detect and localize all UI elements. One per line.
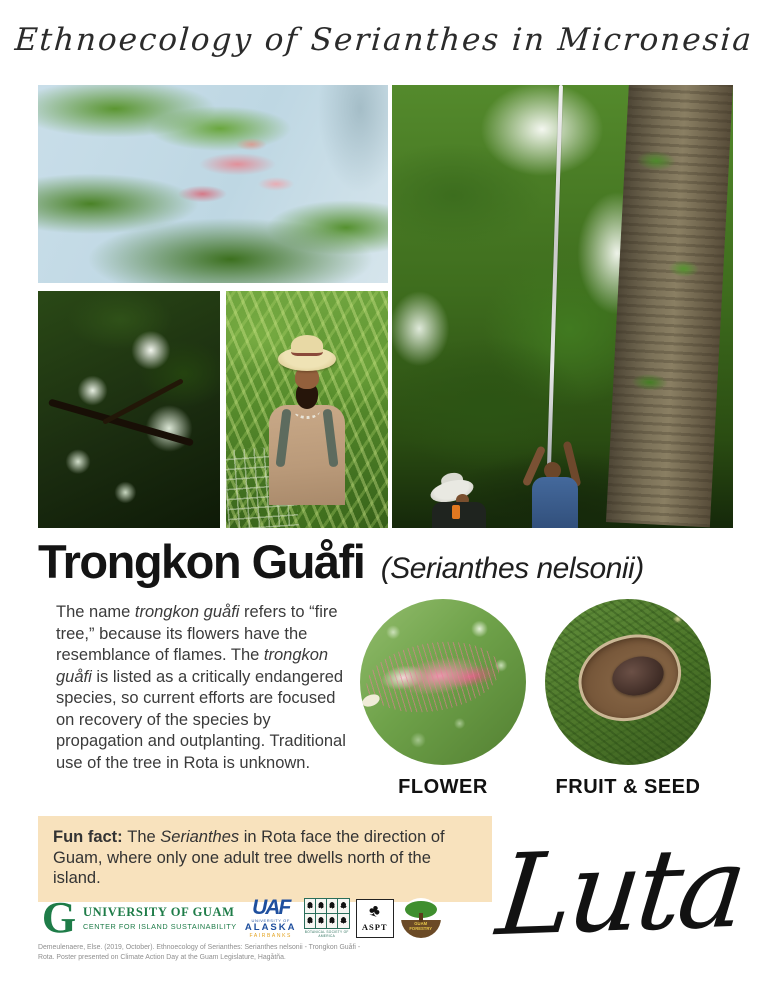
straw-hat-crown-shape [291, 335, 323, 356]
text-run: The [127, 828, 161, 846]
pole-sampling-photo [392, 85, 733, 528]
text-run: trongkon guåfi [56, 646, 329, 686]
sampling-pole-shape [546, 85, 563, 487]
uaf-university-of: UNIVERSITY OF [251, 918, 290, 924]
person-blue-shirt-shape [532, 477, 578, 528]
citation-text: Demeulenaere, Else. (2019, October). Ethnoecology of Serianthes: Serianthes nelsonii - Trongkon Guåfi - Rota. Poster presented on Climate Action Day at the Guam Legislature, Hagåtña. [38, 944, 361, 962]
flower-photo-circle [360, 599, 526, 765]
uaf-logo [245, 897, 297, 939]
text-run: Fun fact: [53, 828, 128, 846]
researcher-photo [226, 291, 388, 528]
aspt-label: ASPT [361, 921, 388, 932]
botanical-society-caption: BOTANICAL SOCIETY OF AMERICA [304, 930, 349, 938]
plant-icon-cell [316, 914, 326, 928]
botanical-society-logo [304, 898, 350, 938]
tree-branch-shape [48, 398, 194, 446]
text-run: trongkon guåfi [134, 603, 240, 621]
forest-canopy-photo [38, 291, 220, 528]
text-run: Serianthes [160, 828, 240, 846]
guam-forestry-logo [401, 898, 441, 938]
partner-logo-row [40, 893, 441, 942]
species-title-row [38, 534, 748, 589]
fun-fact-box [38, 816, 492, 902]
fruit-seed-label: FRUIT & SEED [555, 776, 701, 798]
orange-strap-shape [452, 505, 460, 519]
uaf-fairbanks: FAIRBANKS [249, 932, 292, 939]
plant-icon-cell [305, 914, 315, 928]
text-run: The name [56, 603, 135, 621]
flowers-branch-photo [38, 85, 388, 283]
tree-trunk-shape [606, 85, 733, 527]
tree-branch-shape [102, 378, 184, 425]
species-description [56, 602, 354, 774]
uaf-acronym: UAF [252, 896, 290, 920]
island-script-name: Luta [491, 822, 749, 962]
flower-label: FLOWER [398, 776, 488, 798]
plant-icon-cell [305, 899, 315, 913]
plant-icon-cell [316, 899, 326, 913]
text-run: in Rota face the direction of Guam, where only one adult tree dwells north of the island. [53, 828, 445, 887]
uog-logo-text [83, 905, 237, 931]
forestry-line1: GUAM [414, 921, 428, 926]
plant-icon-cell [338, 914, 348, 928]
uog-center-subtitle: CENTER FOR ISLAND SUSTAINABILITY [83, 922, 237, 931]
plant-icon-cell [327, 914, 337, 928]
forestry-logo-text [401, 922, 441, 932]
uaf-alaska: ALASKA [244, 922, 297, 934]
fruit-photo-circle [545, 599, 711, 765]
species-latin-name: (Serianthes nelsonii) [380, 552, 644, 585]
text-run: refers to “fire tree,” because its flowers have the resemblance of flames. The [56, 603, 338, 664]
flower-blossom-shape [362, 633, 505, 721]
botanical-society-grid-icon [304, 898, 350, 929]
plant-icon-cell [327, 899, 337, 913]
uog-name: UNIVERSITY OF GUAM [83, 905, 235, 919]
plant-icon-cell [338, 899, 348, 913]
flower-stem-shape [361, 692, 382, 709]
aspt-logo [356, 899, 394, 938]
forestry-line2: FORESTRY [409, 925, 433, 931]
aspt-plant-icon: ♣ [366, 899, 384, 921]
uog-g-logo-icon: G [41, 893, 77, 942]
species-title: Trongkon Guåfi [38, 535, 365, 588]
text-run: is listed as a critically endangered species, so current efforts are focused on recovery of the species by propagation and outplanting. Traditional use of the tree in Rota is unknown. [56, 667, 346, 772]
poster-header-script-title: Ethnoecology of Serianthes in Micronesia [13, 22, 755, 58]
